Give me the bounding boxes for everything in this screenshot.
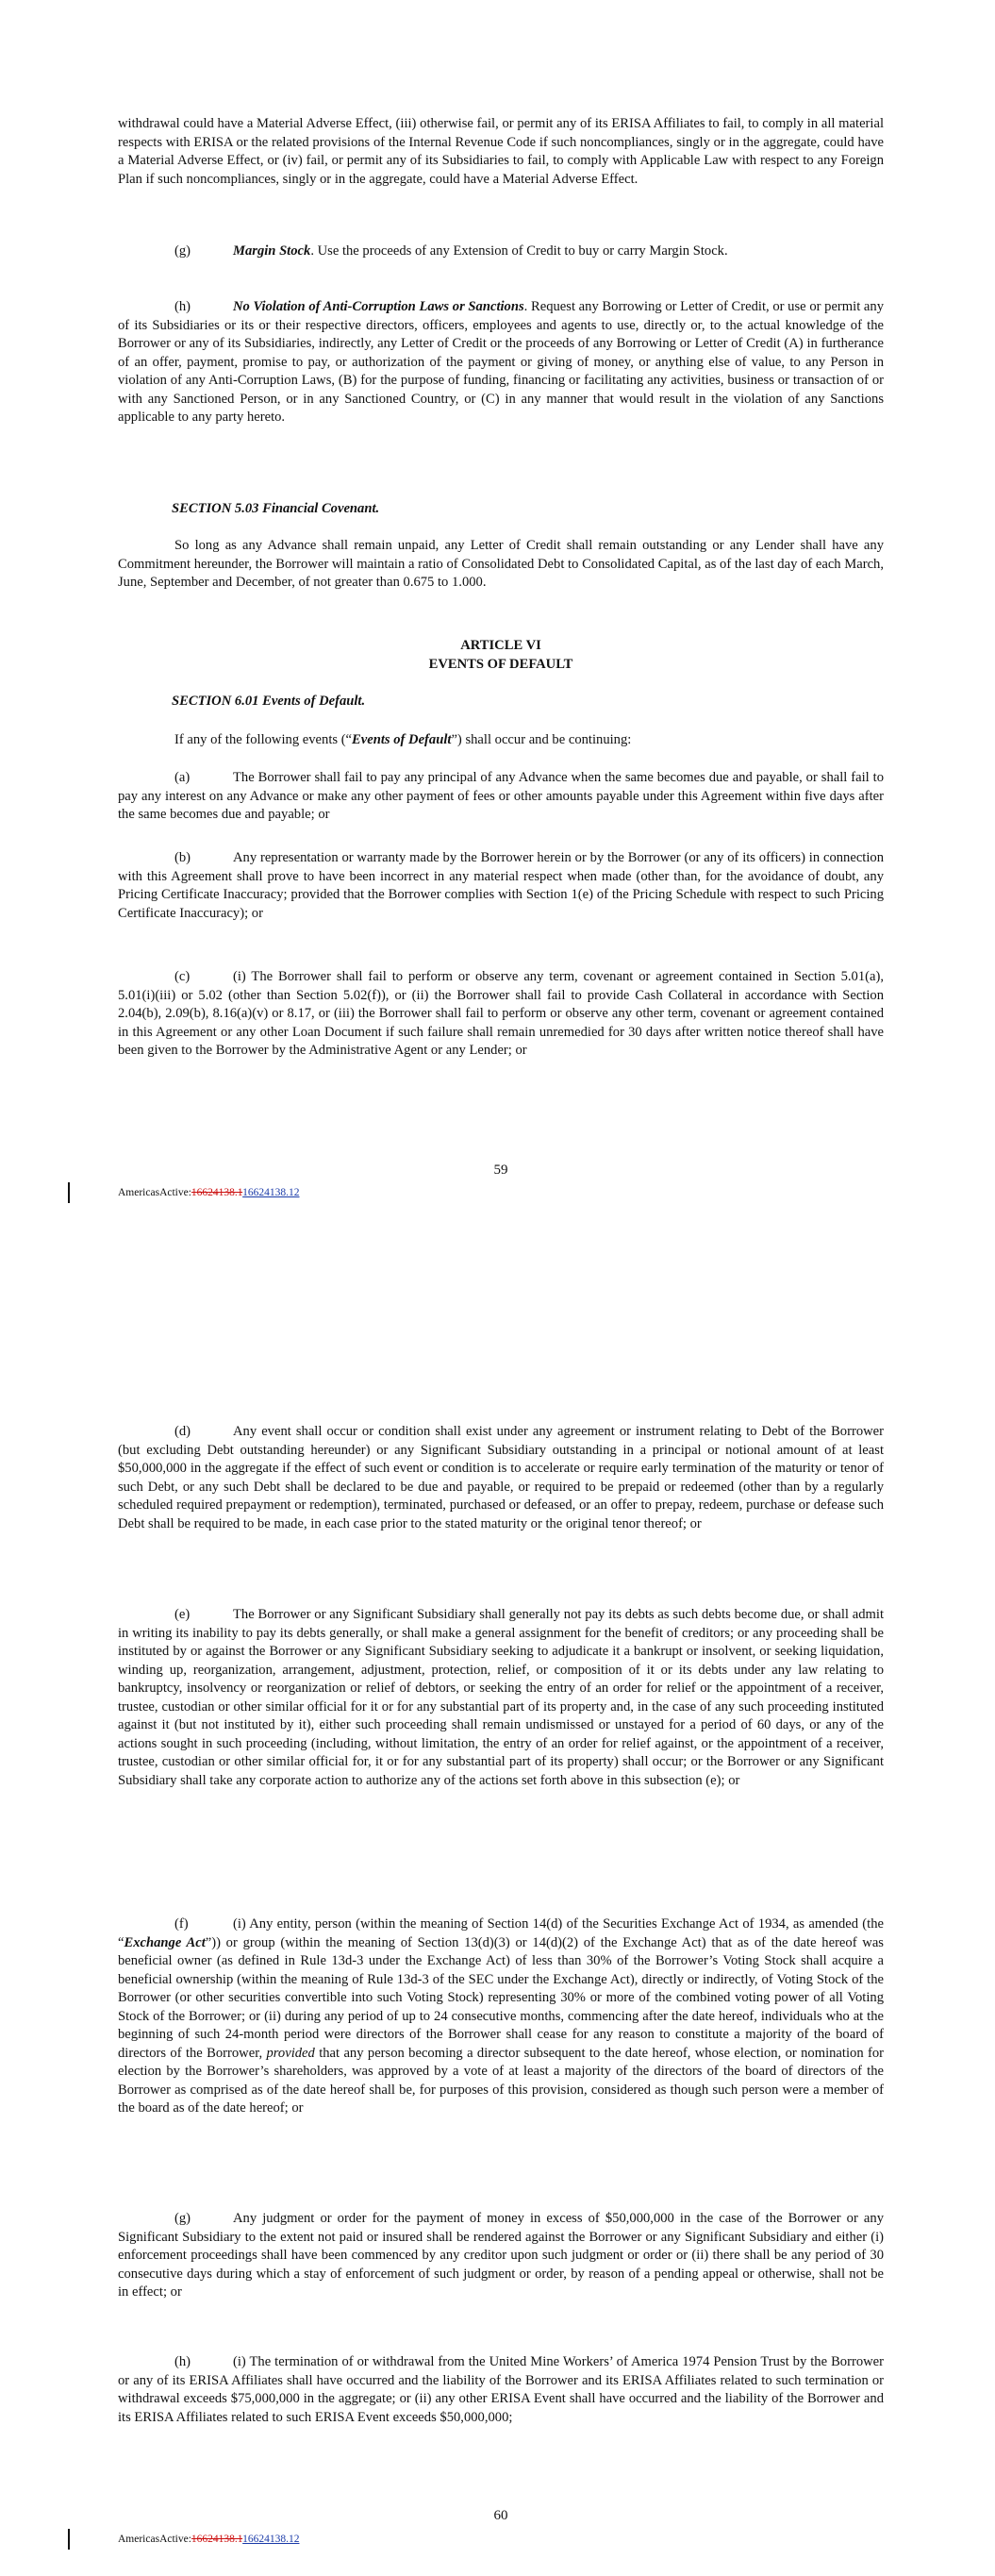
- page-number: 60: [493, 2508, 508, 2523]
- page-number: 59: [493, 1163, 508, 1178]
- clause-e: (e) The Borrower or any Significant Subsidiary shall generally not pay its debts as such debts become due, or shall admit in writing its inability to pay its debts generally, or shall make a general assignment for the benefit of creditors; or any proceeding shall be instituted by or against the Borrower or any Significant Subsidiary seeking to adjudicate it a bankrupt or insolvent, or seeking liquidation, winding up, reorganization, arrangement, adjustment, protection, relief, or composition of it or its debts under any law relating to bankruptcy, insolvency or reorganization or relief of debtors, or seeking the entry of an order for relief or the appointment of a receiver, trustee, custodian or other similar official for it or for any substantial part of its property and, in the case of any such proceeding instituted against it (but not instituted by it), either such proceeding shall remain undismissed or unstayed for a period of 60 days, or any of the actions sought in such proceeding (including, without limitation, the entry of an order for relief against, or the appointment of a receiver, trustee, custodian or other similar official for, it or for any substantial part of its property) shall occur; or the Borrower or any Significant Subsidiary shall take any corporate action to authorize any of the actions set forth above in this subsection (e); or: [118, 1607, 884, 1788]
- clause-h-anti-corruption: (h) No Violation of Anti-Corruption Laws or Sanctions. Request any Borrowing or Letter of Credit, or use or permit any of its Subsidiaries or its or their respective directors, officers, employees and agents to use, directly or, to the actual knowledge of the Borrower or any of its Subsidiaries, indirectly, any Letter of Credit or the proceeds of any Borrowing or Letter of Credit (A) in furtherance of an offer, payment, promise to pay, or authorization of the payment or giving of money, or anything else of value, to any Person in violation of any Anti-Corruption Laws, (B) for the purpose of funding, financing or facilitating any activities, business or transaction of or with any Sanctioned Person, or in any Sanctioned Country, or (C) in any manner that would result in the violation of any Sanctions applicable to any party hereto.: [118, 299, 885, 425]
- clause-f: (f) (i) Any entity, person (within the meaning of Section 14(d) of the Securities Exchange Act of 1934, as amended (the “Exchange Act”)) or group (within the meaning of Section 13(d)(3) or 14(d)(2) of the Exchange Act) that as of the date hereof was beneficial owner (as defined in Rule 13d-3 under the Exchange Act) of less than 30% of the Borrower’s Voting Stock shall acquire a beneficial ownership (within the meaning of Rule 13d-3 of the SEC under the Exchange Act), directly or indirectly, of Voting Stock of the Borrower (or other securities convertible into such Voting Stock) representing 30% or more of the combined voting power of all Voting Stock of the Borrower; or (ii) during any period of up to 24 consecutive months, commencing after the date hereof, individuals who at the beginning of such 24-month period were directors of the Borrower shall cease for any reason to constitute a majority of the board of directors of the Borrower, provided that any person becoming a director subsequent to the date hereof, whose election, or nomination for election by the Borrower’s shareholders, was approved by a vote of at least a majority of the directors of the board of directors of the Borrower as comprised as of the date hereof shall be, for purposes of this provision, considered as though such person were a member of the board as of the date hereof; or: [118, 1916, 884, 2116]
- clause-a: (a) The Borrower shall fail to pay any principal of any Advance when the same becomes due and payable, or shall fail to pay any interest on any Advance or make any other payment of fees or other amounts payable under this Agreement within five days after the same becomes due and payable; or: [118, 770, 884, 822]
- clause-g-margin-stock: (g) Margin Stock. Use the proceeds of any Extension of Credit to buy or carry Margin Stock.: [174, 243, 728, 259]
- defined-term: Events of Default: [352, 732, 452, 747]
- clause-g: (g) Any judgment or order for the payment of money in excess of $50,000,000 in the case of the Borrower or any Significant Subsidiary to the extent not paid or insured shall be rendered against the Borrower or any Significant Subsidiary and either (i) enforcement proceedings shall have been commenced by any creditor upon such judgment or order or (ii) there shall be any period of 30 consecutive days during which a stay of enforcement of such judgment or order, by reason of a pending appeal or otherwise, shall not be in effect; or: [118, 2211, 884, 2300]
- article-number: ARTICLE VI: [460, 638, 541, 653]
- clause-h: (h) (i) The termination of or withdrawal from the United Mine Workers’ of America 1974 Pension Trust by the Borrower or any of its ERISA Affiliates shall have occurred and the liability of the Borrower and its ERISA Affiliates related to such termination or withdrawal exceeds $75,000,000 in the aggregate; or (ii) any other ERISA Event shall have occurred and the liability of the Borrower and its ERISA Affiliates related to such ERISA Event exceeds $50,000,000;: [118, 2354, 884, 2425]
- section-heading-6-01: SECTION 6.01 Events of Default.: [172, 694, 366, 709]
- change-bar: [68, 2529, 70, 2550]
- clause-d: (d) Any event shall occur or condition shall exist under any agreement or instrument relating to Debt of the Borrower (but excluding Debt outstanding hereunder) or any Significant Subsidiary outstanding in a principal or notional amount of at least $50,000,000 in the aggregate if the effect of such event or condition is to accelerate or require early termination of the maturity or tenor of such Debt, or any such Debt shall be declared to be due and payable, or required to be prepaid or redeemed (other than by a regularly scheduled required prepayment or redemption), terminated, purchased or defeased, or an offer to prepay, redeem, purchase or defease such Debt shall be required to be made, in each case prior to the stated maturity or the original tenor thereof; or: [118, 1424, 884, 1531]
- document-footer: AmericasActive:16624138.116624138.12: [118, 2534, 300, 2545]
- clause-title: Margin Stock: [233, 243, 311, 259]
- change-bar: [68, 1182, 70, 1203]
- paragraph-continuation: withdrawal could have a Material Adverse Effect, (iii) otherwise fail, or permit any of its ERISA Affiliates to fail, to comply in all material respects with ERISA or the related provisions of the Internal Revenue Code if such noncompliances, singly or in the aggregate, could have a Material Adverse Effect, or (iv) fail, or permit any of its Subsidiaries to fail, to comply with Applicable Law with respect to any Foreign Plan if such noncompliances, singly or in the aggregate, could have a Material Adverse Effect.: [118, 116, 884, 187]
- deleted-doc-id: 16624138.1: [191, 2534, 243, 2545]
- section-heading-5-03: SECTION 5.03 Financial Covenant.: [172, 501, 380, 516]
- clause-b: (b) Any representation or warranty made by the Borrower herein or by the Borrower (or any of its officers) in connection with this Agreement shall prove to have been incorrect in any material respect when made (other than, for the avoidance of doubt, any Pricing Certificate Inaccuracy; provided that the Borrower complies with Section 1(e) of the Pricing Schedule with respect to such Pricing Certificate Inaccuracy); or: [118, 850, 884, 921]
- clause-c: (c) (i) The Borrower shall fail to perform or observe any term, covenant or agreement contained in Section 5.01(a), 5.01(i)(iii) or 5.02 (other than Section 5.02(f)), or (ii) the Borrower shall fail to provide Cash Collateral in accordance with Section 2.04(b), 2.09(b), 8.16(a)(v) or 8.17, or (iii) the Borrower shall fail to perform or observe any other term, covenant or agreement contained in this Agreement or any other Loan Document if such failure shall remain unremedied for 30 days after written notice thereof shall have been given to the Borrower by the Administrative Agent or any Lender; or: [118, 969, 884, 1058]
- clause-title: No Violation of Anti-Corruption Laws or Sanctions: [233, 299, 524, 314]
- defined-term: Exchange Act: [124, 1934, 206, 1950]
- article-title: EVENTS OF DEFAULT: [428, 657, 573, 672]
- inserted-doc-id: 16624138.12: [242, 1187, 300, 1198]
- events-of-default-intro: If any of the following events (“Events of Default”) shall occur and be continuing:: [174, 732, 632, 747]
- deleted-doc-id: 16624138.1: [191, 1187, 243, 1198]
- inserted-doc-id: 16624138.12: [242, 2534, 300, 2545]
- document-footer: AmericasActive:16624138.116624138.12: [118, 1187, 300, 1198]
- paragraph-financial-covenant: So long as any Advance shall remain unpaid, any Letter of Credit shall remain outstanding or any Lender shall have any Commitment hereunder, the Borrower will maintain a ratio of Consolidated Debt to Consolidated Capital, as of the last day of each March, June, September and December, of not greater than 0.675 to 1.000.: [118, 538, 884, 590]
